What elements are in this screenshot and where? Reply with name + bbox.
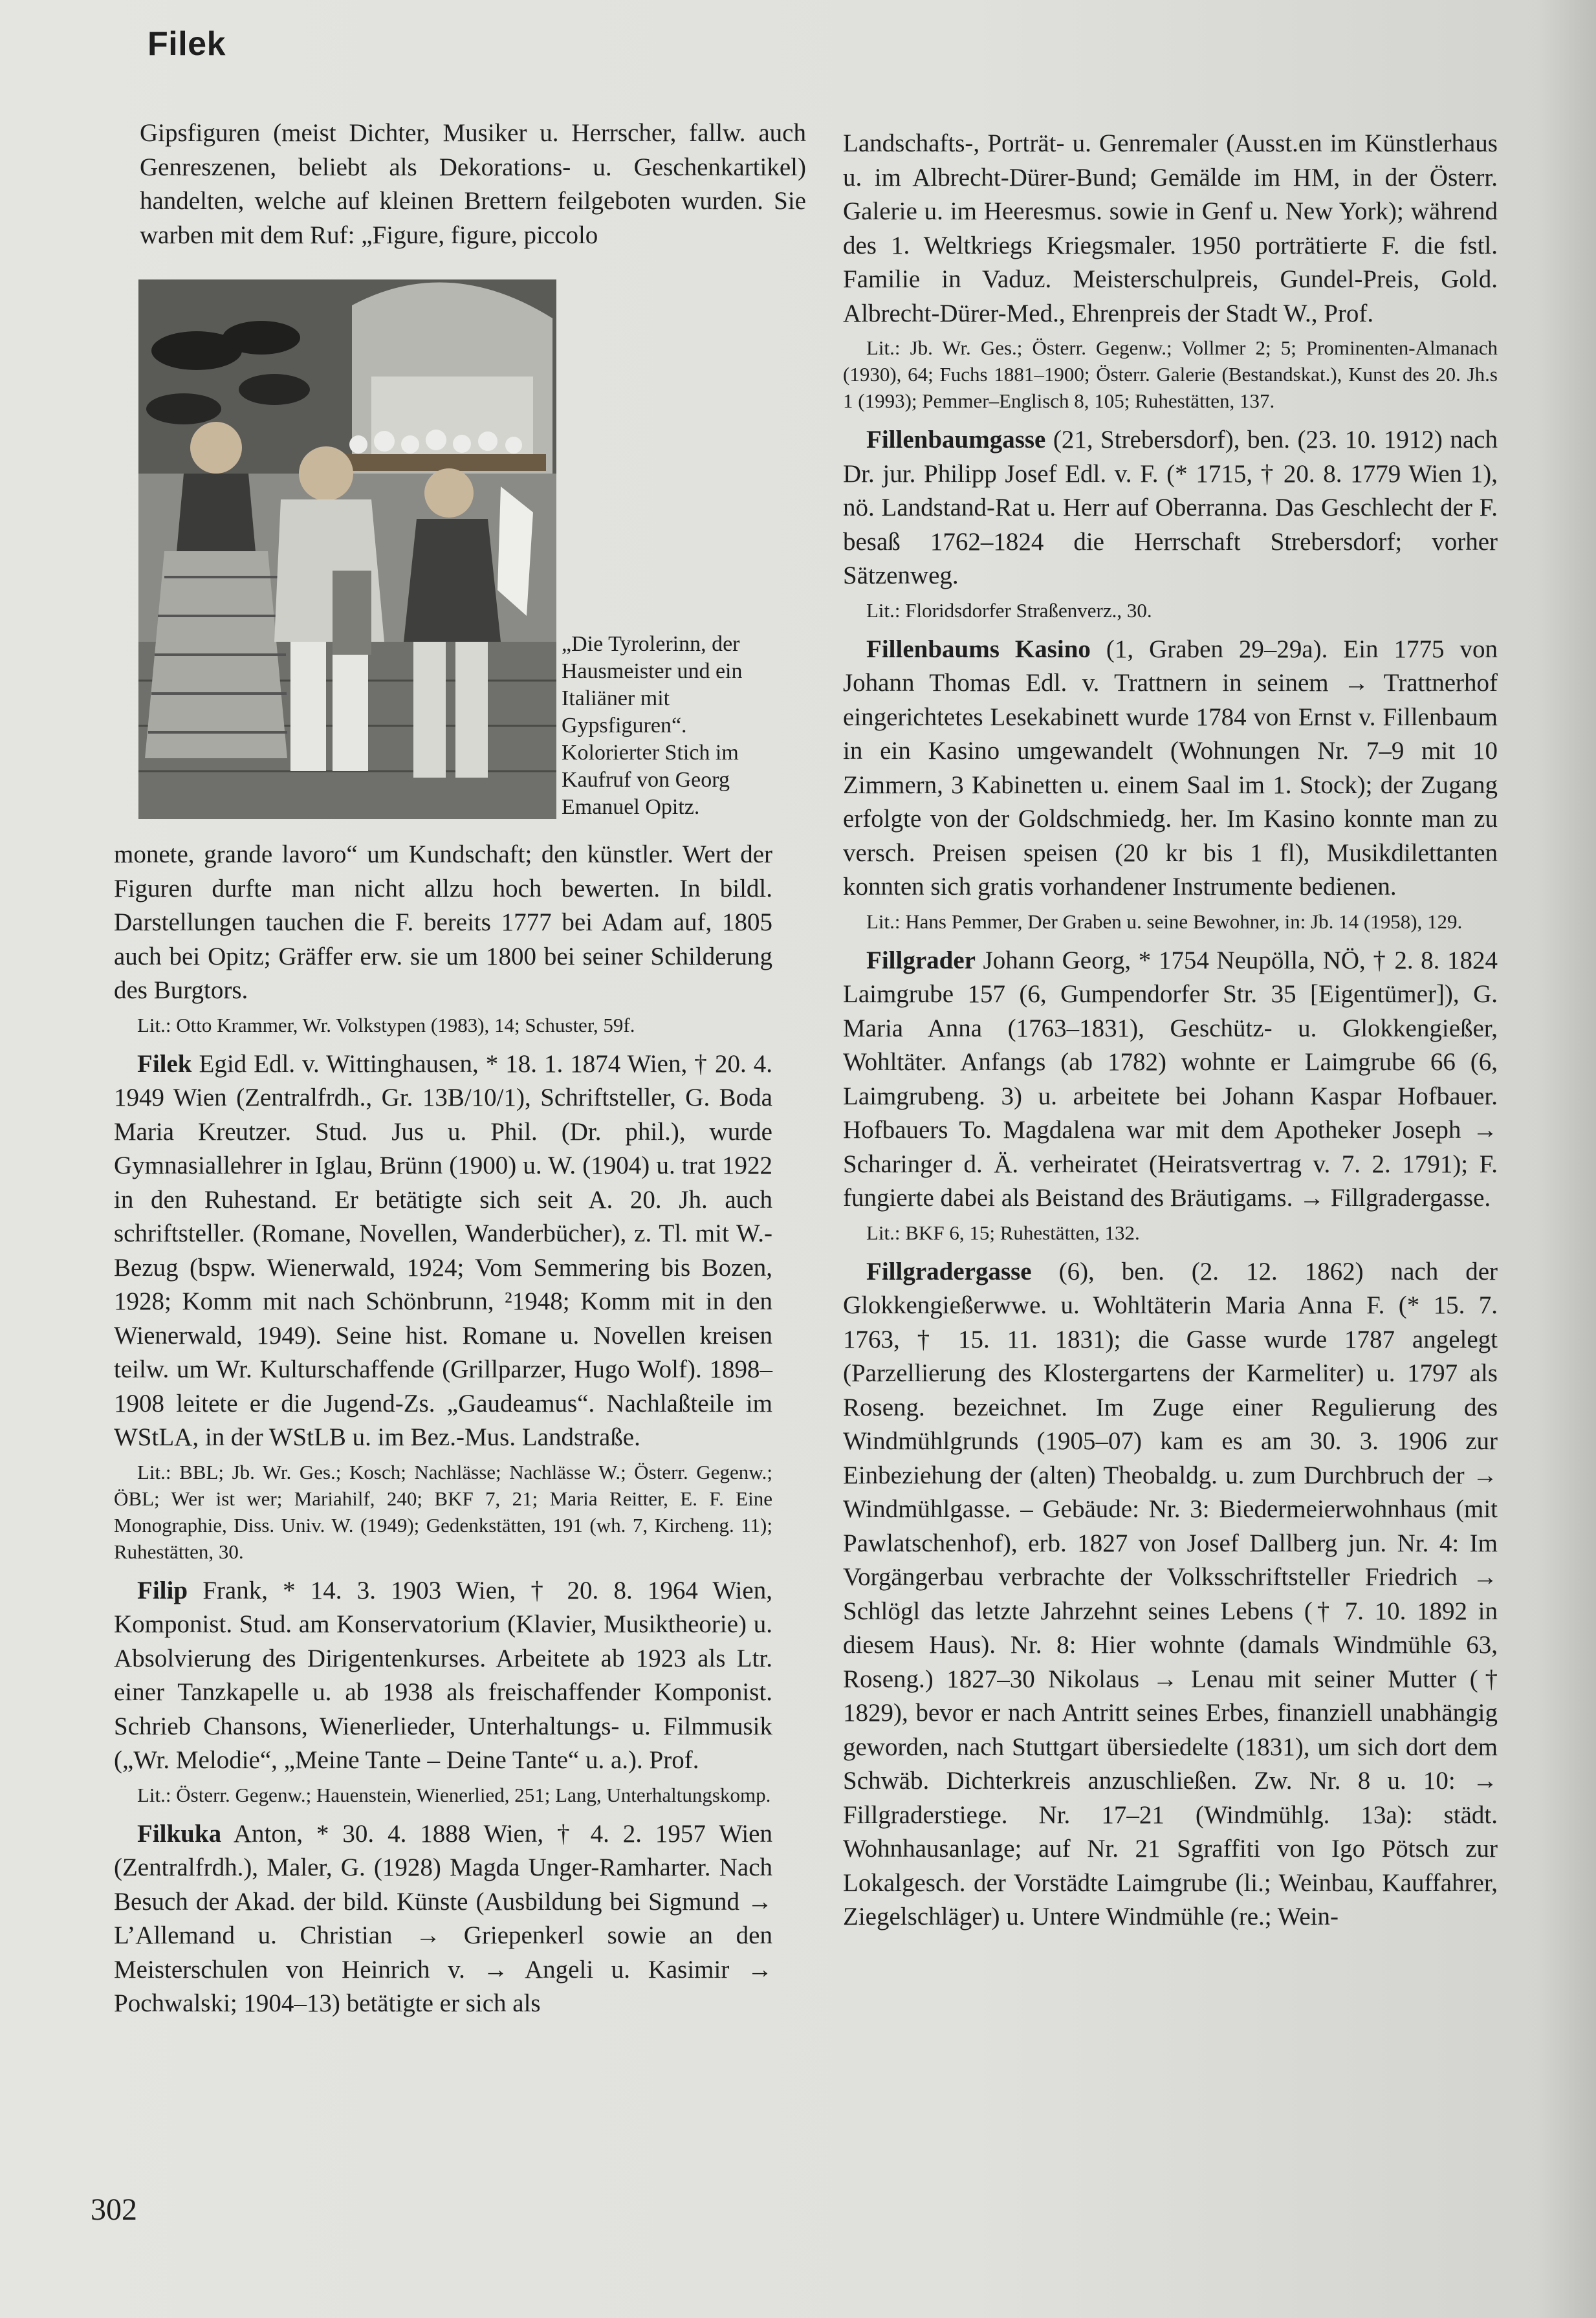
gutter-shadow [1538,0,1596,2318]
right-column [843,127,1498,1934]
entry-body: (1, Graben 29–29a). Ein 1775 von Johann Thomas Edl. v. Trattnern in seinem → Trattnerhof eingerichtetes Lesekabinett wurde 1784 von Ernst v. Fillenbaum in ein Kasino umgewandelt (Wohnungen Nr. 7–9 mit 10 Zimmern, 3 Kabinetten u. einem Saal im 1. Stock); der Zugang erfolgte von der Goldschmiedg. her. Im Kasino konnte man zu versch. Preisen speisen (20 kr bis 1 fl), Musikdilettanten konnten sich gratis vorhandener Instrumente bedienen. [843,635,1498,901]
intro-literature: Lit.: Otto Krammer, Wr. Volkstypen (1983), 14; Schuster, 59f. [137,1013,635,1036]
entry-body: Egid Edl. v. Wittinghausen, * 18. 1. 1874 Wien, † 20. 4. 1949 Wien (Zentralfrdh., Gr. 13B/10/1), Schriftsteller, G. Boda Maria Kreutzer. Stud. Jus u. Phil. (Dr. phil.), wurde Gymnasiallehrer in Iglau, Brünn (1900) u. W. (1904) u. trat 1922 in den Ruhestand. Er betätigte sich seit A. 20. Jh. auch schriftsteller. (Romane, Novellen, Wanderbücher), z. Tl. mit W.-Bezug (bspw. Wienerwald, 1924; Vom Semmering bis Bozen, 1928; Komm mit nach Schönbrunn, ²1948; Komm mit in den Wienerwald, 1949). Seine hist. Romane u. Novellen kreisen teilw. um Wr. Kulturschaffende (Grillparzer, Hugo Wolf). 1898–1908 leitete er die Jugend-Zs. „Gaudeamus“. Nachlaßteile im WStLA, in der WStLB u. im Bez.-Mus. Landstraße. [114,1049,772,1451]
entry-body: Johann Georg, * 1754 Neupölla, NÖ, † 2. 8. 1824 Laimgrube 157 (6, Gumpendorfer Str. 35 [Eigentümer]), G. Maria Anna (1763–1831), Geschütz- u. Glokkengießer, Wohltäter. Anfangs (ab 1782) wohnte er Laimgrube 66 (6, Laimgrubeng. 3) u. arbeitete bei Johann Kaspar Hofbauer. Hofbauers To. Magdalena war mit dem Apotheker Joseph → Scharinger d. Ä. verheiratet (Heiratsvertrag v. 7. 2. 1791); F. fungierte dabei als Beistand des Bräutigams. → Fillgradergasse. [843,946,1498,1212]
entry-headword: Fillgrader [866,946,976,974]
entry-body: (6), ben. (2. 12. 1862) nach der Glokkengießerwwe. u. Wohltäterin Maria Anna F. (* 15. 7. 1763, † 15. 11. 1831); die Gasse wurde 1787 angelegt (Parzellierung des Klostergartens der Karmeliter) u. 1797 als Roseng. bezeichnet. Im Zuge einer Regulierung des Windmühlgrunds (1905–07) kam es am 30. 3. 1906 zur Einbeziehung der (alten) Theobaldg. u. zum Durchbruch der → Windmühlgasse. – Gebäude: Nr. 3: Biedermeierwohnhaus (mit Pawlatschenhof), erb. 1827 von Josef Dallberg jun. Nr. 4: Im Vorgängerbau verbrachte der Volksschriftsteller Friedrich → Schlögl das letzte Jahrzehnt seines Lebens († 7. 10. 1892 in diesem Haus). Nr. 8: Hier wohnte (damals Windmühle 63, Roseng.) 1827–30 Nikolaus → Lenau mit seiner Mutter († 1829), bevor er nach Antritt seines Erbes, finanziell unabhängig geworden, nach Stuttgart übersiedelte (1831), um sich dort dem Schwäb. Dichterkreis anzuschließen. Zw. Nr. 8 u. 10: → Fillgraderstiege. Nr. 17–21 (Windmühlg. 13a): städt. Wohnhausanlage; auf Nr. 21 Sgraffiti von Igo Pötsch zur Lokalgesch. der Vorstädte Laimgrube (li.; Weinbau, Kauffahrer, Ziegelschläger) u. Untere Windmühle (re.; Wein- [843,1257,1498,1930]
entry-literature: Lit.: BKF 6, 15; Ruhestätten, 132. [866,1221,1140,1244]
engraving-illustration-icon [138,279,556,819]
entry-filkuka [114,1817,772,2021]
entry-literature: Lit.: BBL; Jb. Wr. Ges.; Kosch; Nachlässe; Nachlässe W.; Österr. Gegenw.; ÖBL; Wer ist wer; Mariahilf, 240; BKF 7, 21; Maria Reitter, E. F. Eine Monographie, Diss. Univ. W. (1949); Gedenkstätten, 191 (wh. 7, Kircheng. 11); Ruhestätten, 30. [114,1460,772,1563]
intro-paragraph-cont: monete, grande lavoro“ um Kundschaft; den künstler. Wert der Figuren durfte man nicht allzu hoch bewerten. In bildl. Darstellungen tauchen die F. bereits 1777 bei Adam auf, 1805 auch bei Opitz; Gräffer erw. sie um 1800 bei seiner Schilderung des Burgtors. [114,840,772,1004]
entry-headword: Fillgradergasse [866,1257,1032,1285]
entry-fillenbaums-kasino [843,633,1498,904]
entry-filek [114,1047,772,1455]
continuation-paragraph: Landschafts-, Porträt- u. Genremaler (Ausst.en im Künstlerhaus u. im Albrecht-Dürer-Bund; Gemälde im HM, in der Österr. Galerie u. im Heeresmus. sowie in Genf u. New York); während des 1. Weltkriegs Kriegsmaler. 1950 porträtierte F. die fstl. Familie in Vaduz. Meisterschulpreis, Gundel-Preis, Gold. Albrecht-Dürer-Med., Ehrenpreis der Stadt W., Prof. [843,129,1498,327]
intro-paragraph: Gipsfiguren (meist Dichter, Musiker u. Herrscher, fallw. auch Genreszenen, beliebt als Dekorations- u. Geschenkartikel) handelten, welche auf kleinen Brettern feilgeboten wurden. Sie warben mit dem Ruf: „Figure, figure, piccolo [140,119,806,249]
figure-caption: „Die Tyrolerinn, der Hausmeister und ein Italiäner mit Gypsfiguren“. Kolorierter Stich im Kaufruf von Georg Emanuel Opitz. [562,632,743,819]
entry-filip [114,1574,772,1778]
entry-fillenbaumgasse [843,423,1498,593]
entry-headword: Fillenbaumgasse [866,426,1046,454]
entry-literature: Lit.: Österr. Gegenw.; Hauenstein, Wienerlied, 251; Lang, Unterhaltungskomp. [137,1783,771,1806]
page-number: 302 [91,2192,137,2227]
entry-literature: Lit.: Hans Pemmer, Der Graben u. seine Bewohner, in: Jb. 14 (1958), 129. [866,910,1463,933]
entry-fillgrader [843,944,1498,1216]
left-column [114,838,772,2021]
entry-body: Frank, * 14. 3. 1903 Wien, † 20. 8. 1964 Wien, Komponist. Stud. am Konservatorium (Klavier, Musiktheorie) u. Absolvierung des Dirigentenkurses. Arbeitete ab 1923 als Ltr. einer Tanzkapelle u. ab 1938 als freischaffender Komponist. Schrieb Chansons, Wienerlieder, Unterhaltungs- u. Filmmusik („Wr. Melodie“, „Meine Tante – Deine Tante“ u. a.). Prof. [114,1576,772,1774]
entry-fillgradergasse [843,1255,1498,1934]
entry-headword: Fillenbaums Kasino [866,635,1091,663]
entry-body: Anton, * 30. 4. 1888 Wien, † 4. 2. 1957 Wien (Zentralfrdh.), Maler, G. (1928) Magda Unger-Ramharter. Nach Besuch der Akad. der bild. Künste (Ausbildung bei Sigmund → L’Allemand u. Christian → Griepenkerl sowie an den Meisterschulen von Heinrich v. → Angeli u. Kasimir → Pochwalski; 1904–13) betätigte er sich als [114,1819,772,2017]
entry-body: (21, Strebersdorf), ben. (23. 10. 1912) nach Dr. jur. Philipp Josef Edl. v. F. (* 1715, † 20. 8. 1779 Wien 1), nö. Landstand-Rat u. Herr auf Oberranna. Das Geschlecht der F. besaß 1762–1824 die Herrschaft Strebersdorf; vorher Sätzenweg. [843,426,1498,589]
figure-engraving [138,279,556,819]
entry-headword: Filek [137,1049,192,1078]
entry-headword: Filip [137,1576,188,1604]
continuation-literature: Lit.: Jb. Wr. Ges.; Österr. Gegenw.; Vollmer 2; 5; Prominenten-Almanach (1930), 64; Fuchs 1881–1900; Österr. Galerie (Bestandskat.), Kunst des 20. Jh.s 1 (1993); Pemmer–Englisch 8, 105; Ruhestätten, 137. [843,336,1498,412]
intro-top-text [140,116,806,252]
entry-headword: Filkuka [137,1819,222,1848]
running-head: Filek [148,25,226,63]
entry-literature: Lit.: Floridsdorfer Straßenverz., 30. [866,598,1152,622]
